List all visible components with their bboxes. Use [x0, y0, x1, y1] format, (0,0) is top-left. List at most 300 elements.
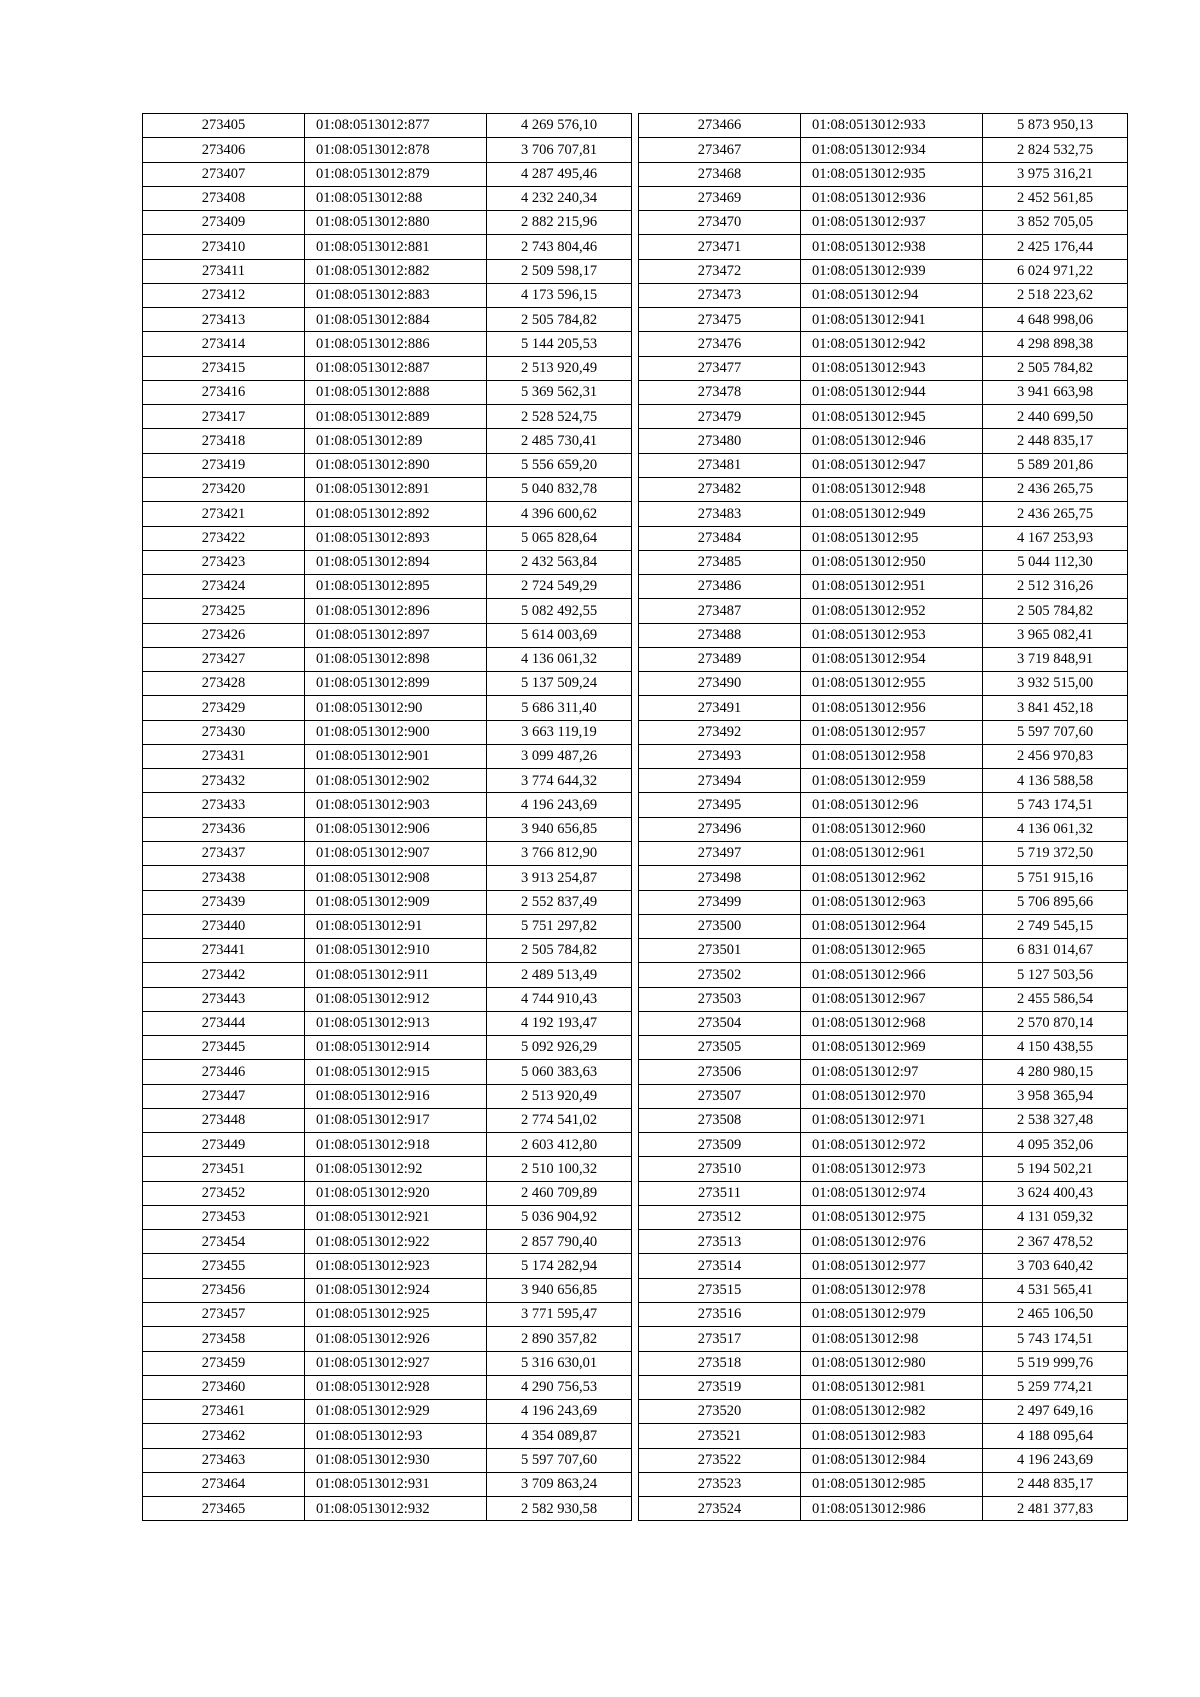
table-row	[143, 1497, 632, 1521]
cadastral-number-cell: 01:08:0513012:97	[801, 1060, 983, 1084]
table-row	[639, 186, 1128, 210]
cadastral-number-cell: 01:08:0513012:986	[801, 1497, 983, 1521]
table-row	[639, 866, 1128, 890]
value-cell: 5 589 201,86	[983, 453, 1128, 477]
row-number-cell: 273462	[143, 1424, 305, 1448]
value-cell: 4 196 243,69	[487, 1400, 632, 1424]
cadastral-number-cell: 01:08:0513012:946	[801, 429, 983, 453]
row-number-cell: 273512	[639, 1205, 801, 1229]
table-row	[639, 1205, 1128, 1229]
value-cell: 3 771 595,47	[487, 1303, 632, 1327]
row-number-cell: 273481	[639, 453, 801, 477]
table-row	[639, 308, 1128, 332]
cadastral-number-cell: 01:08:0513012:926	[305, 1327, 487, 1351]
cadastral-number-cell: 01:08:0513012:914	[305, 1036, 487, 1060]
value-cell: 2 489 513,49	[487, 963, 632, 987]
cadastral-number-cell: 01:08:0513012:944	[801, 380, 983, 404]
row-number-cell: 273510	[639, 1157, 801, 1181]
row-number-cell: 273436	[143, 817, 305, 841]
table-row	[143, 1303, 632, 1327]
row-number-cell: 273497	[639, 841, 801, 865]
row-number-cell: 273467	[639, 138, 801, 162]
cadastral-number-cell: 01:08:0513012:916	[305, 1084, 487, 1108]
value-cell: 2 510 100,32	[487, 1157, 632, 1181]
table-row	[143, 1472, 632, 1496]
cadastral-number-cell: 01:08:0513012:931	[305, 1472, 487, 1496]
value-cell: 3 774 644,32	[487, 769, 632, 793]
value-cell: 5 597 707,60	[983, 720, 1128, 744]
value-cell: 2 857 790,40	[487, 1230, 632, 1254]
cadastral-number-cell: 01:08:0513012:879	[305, 162, 487, 186]
cadastral-number-cell: 01:08:0513012:958	[801, 744, 983, 768]
value-cell: 3 663 119,19	[487, 720, 632, 744]
cadastral-number-cell: 01:08:0513012:889	[305, 405, 487, 429]
cadastral-number-cell: 01:08:0513012:881	[305, 235, 487, 259]
row-number-cell: 273463	[143, 1448, 305, 1472]
cadastral-number-cell: 01:08:0513012:90	[305, 696, 487, 720]
row-number-cell: 273490	[639, 672, 801, 696]
row-number-cell: 273432	[143, 769, 305, 793]
value-cell: 5 065 828,64	[487, 526, 632, 550]
value-cell: 3 932 515,00	[983, 672, 1128, 696]
value-cell: 2 824 532,75	[983, 138, 1128, 162]
row-number-cell: 273414	[143, 332, 305, 356]
value-cell: 2 890 357,82	[487, 1327, 632, 1351]
table-row	[639, 356, 1128, 380]
row-number-cell: 273496	[639, 817, 801, 841]
row-number-cell: 273425	[143, 599, 305, 623]
row-number-cell: 273457	[143, 1303, 305, 1327]
cadastral-number-cell: 01:08:0513012:974	[801, 1181, 983, 1205]
row-number-cell: 273515	[639, 1278, 801, 1302]
row-number-cell: 273442	[143, 963, 305, 987]
table-row	[639, 1424, 1128, 1448]
cadastral-number-cell: 01:08:0513012:891	[305, 477, 487, 501]
table-row	[639, 647, 1128, 671]
table-row	[143, 963, 632, 987]
row-number-cell: 273455	[143, 1254, 305, 1278]
table-row	[143, 1011, 632, 1035]
table-row	[639, 114, 1128, 138]
cadastral-number-cell: 01:08:0513012:981	[801, 1375, 983, 1399]
row-number-cell: 273443	[143, 987, 305, 1011]
value-cell: 2 538 327,48	[983, 1108, 1128, 1132]
value-cell: 5 060 383,63	[487, 1060, 632, 1084]
value-cell: 4 648 998,06	[983, 308, 1128, 332]
cadastral-number-cell: 01:08:0513012:908	[305, 866, 487, 890]
value-cell: 2 743 804,46	[487, 235, 632, 259]
row-number-cell: 273508	[639, 1108, 801, 1132]
cadastral-number-cell: 01:08:0513012:94	[801, 283, 983, 307]
table-row	[143, 987, 632, 1011]
table-row	[143, 793, 632, 817]
cadastral-number-cell: 01:08:0513012:935	[801, 162, 983, 186]
row-number-cell: 273421	[143, 502, 305, 526]
value-cell: 5 194 502,21	[983, 1157, 1128, 1181]
row-number-cell: 273448	[143, 1108, 305, 1132]
row-number-cell: 273484	[639, 526, 801, 550]
table-row	[143, 744, 632, 768]
row-number-cell: 273513	[639, 1230, 801, 1254]
row-number-cell: 273516	[639, 1303, 801, 1327]
cadastral-number-cell: 01:08:0513012:957	[801, 720, 983, 744]
row-number-cell: 273500	[639, 914, 801, 938]
value-cell: 2 528 524,75	[487, 405, 632, 429]
table-row	[143, 1327, 632, 1351]
row-number-cell: 273407	[143, 162, 305, 186]
value-cell: 3 766 812,90	[487, 841, 632, 865]
value-cell: 5 040 832,78	[487, 477, 632, 501]
row-number-cell: 273505	[639, 1036, 801, 1060]
value-cell: 2 455 586,54	[983, 987, 1128, 1011]
cadastral-number-cell: 01:08:0513012:947	[801, 453, 983, 477]
table-row	[143, 1181, 632, 1205]
cadastral-number-cell: 01:08:0513012:959	[801, 769, 983, 793]
cadastral-number-cell: 01:08:0513012:93	[305, 1424, 487, 1448]
cadastral-number-cell: 01:08:0513012:892	[305, 502, 487, 526]
table-row	[639, 744, 1128, 768]
row-number-cell: 273514	[639, 1254, 801, 1278]
table-row	[639, 963, 1128, 987]
value-cell: 5 174 282,94	[487, 1254, 632, 1278]
value-cell: 2 552 837,49	[487, 890, 632, 914]
value-cell: 4 290 756,53	[487, 1375, 632, 1399]
cadastral-number-cell: 01:08:0513012:969	[801, 1036, 983, 1060]
value-cell: 2 436 265,75	[983, 502, 1128, 526]
table-row	[639, 1157, 1128, 1181]
cadastral-number-cell: 01:08:0513012:976	[801, 1230, 983, 1254]
cadastral-number-cell: 01:08:0513012:939	[801, 259, 983, 283]
value-cell: 4 095 352,06	[983, 1133, 1128, 1157]
cadastral-number-cell: 01:08:0513012:972	[801, 1133, 983, 1157]
value-cell: 2 505 784,82	[983, 599, 1128, 623]
table-row	[639, 1060, 1128, 1084]
cadastral-number-cell: 01:08:0513012:900	[305, 720, 487, 744]
cadastral-number-cell: 01:08:0513012:942	[801, 332, 983, 356]
value-cell: 5 369 562,31	[487, 380, 632, 404]
cadastral-number-cell: 01:08:0513012:902	[305, 769, 487, 793]
cadastral-number-cell: 01:08:0513012:898	[305, 647, 487, 671]
cadastral-number-cell: 01:08:0513012:965	[801, 939, 983, 963]
table-row	[639, 1472, 1128, 1496]
row-number-cell: 273465	[143, 1497, 305, 1521]
value-cell: 5 873 950,13	[983, 114, 1128, 138]
table-row	[143, 1230, 632, 1254]
row-number-cell: 273406	[143, 138, 305, 162]
table-row	[639, 1108, 1128, 1132]
table-row	[639, 453, 1128, 477]
row-number-cell: 273427	[143, 647, 305, 671]
row-number-cell: 273472	[639, 259, 801, 283]
value-cell: 5 092 926,29	[487, 1036, 632, 1060]
table-row	[639, 1254, 1128, 1278]
value-cell: 6 024 971,22	[983, 259, 1128, 283]
cadastral-number-cell: 01:08:0513012:970	[801, 1084, 983, 1108]
table-row	[143, 1205, 632, 1229]
row-number-cell: 273440	[143, 914, 305, 938]
table-row	[143, 575, 632, 599]
table-row	[639, 259, 1128, 283]
value-cell: 4 196 243,69	[983, 1448, 1128, 1472]
row-number-cell: 273415	[143, 356, 305, 380]
table-row	[143, 623, 632, 647]
row-number-cell: 273438	[143, 866, 305, 890]
table-row	[143, 1400, 632, 1424]
row-number-cell: 273441	[143, 939, 305, 963]
value-cell: 2 513 920,49	[487, 356, 632, 380]
row-number-cell: 273417	[143, 405, 305, 429]
row-number-cell: 273506	[639, 1060, 801, 1084]
row-number-cell: 273519	[639, 1375, 801, 1399]
table-row	[639, 138, 1128, 162]
cadastral-number-cell: 01:08:0513012:952	[801, 599, 983, 623]
value-cell: 3 913 254,87	[487, 866, 632, 890]
value-cell: 5 743 174,51	[983, 1327, 1128, 1351]
row-number-cell: 273491	[639, 696, 801, 720]
left-table	[142, 113, 632, 1521]
row-number-cell: 273517	[639, 1327, 801, 1351]
value-cell: 4 150 438,55	[983, 1036, 1128, 1060]
cadastral-number-cell: 01:08:0513012:932	[305, 1497, 487, 1521]
table-row	[639, 550, 1128, 574]
table-row	[639, 211, 1128, 235]
table-row	[143, 453, 632, 477]
table-row	[143, 647, 632, 671]
value-cell: 4 131 059,32	[983, 1205, 1128, 1229]
row-number-cell: 273482	[639, 477, 801, 501]
value-cell: 3 975 316,21	[983, 162, 1128, 186]
cadastral-number-cell: 01:08:0513012:913	[305, 1011, 487, 1035]
value-cell: 2 452 561,85	[983, 186, 1128, 210]
value-cell: 4 354 089,87	[487, 1424, 632, 1448]
table-row	[143, 235, 632, 259]
value-cell: 5 751 297,82	[487, 914, 632, 938]
table-row	[143, 939, 632, 963]
table-row	[143, 477, 632, 501]
value-cell: 4 136 061,32	[487, 647, 632, 671]
value-cell: 2 485 730,41	[487, 429, 632, 453]
value-cell: 4 192 193,47	[487, 1011, 632, 1035]
table-row	[639, 599, 1128, 623]
row-number-cell: 273509	[639, 1133, 801, 1157]
value-cell: 5 743 174,51	[983, 793, 1128, 817]
cadastral-number-cell: 01:08:0513012:956	[801, 696, 983, 720]
table-row	[143, 1254, 632, 1278]
row-number-cell: 273468	[639, 162, 801, 186]
value-cell: 2 505 784,82	[983, 356, 1128, 380]
value-cell: 3 719 848,91	[983, 647, 1128, 671]
table-row	[143, 550, 632, 574]
value-cell: 5 519 999,76	[983, 1351, 1128, 1375]
value-cell: 3 099 487,26	[487, 744, 632, 768]
table-row	[143, 1108, 632, 1132]
row-number-cell: 273449	[143, 1133, 305, 1157]
cadastral-number-cell: 01:08:0513012:924	[305, 1278, 487, 1302]
cadastral-number-cell: 01:08:0513012:922	[305, 1230, 487, 1254]
value-cell: 4 188 095,64	[983, 1424, 1128, 1448]
cadastral-number-cell: 01:08:0513012:936	[801, 186, 983, 210]
value-cell: 2 882 215,96	[487, 211, 632, 235]
table-row	[639, 1400, 1128, 1424]
value-cell: 4 298 898,38	[983, 332, 1128, 356]
cadastral-number-cell: 01:08:0513012:895	[305, 575, 487, 599]
row-number-cell: 273520	[639, 1400, 801, 1424]
value-cell: 3 852 705,05	[983, 211, 1128, 235]
row-number-cell: 273433	[143, 793, 305, 817]
table-row	[143, 720, 632, 744]
value-cell: 5 614 003,69	[487, 623, 632, 647]
cadastral-number-cell: 01:08:0513012:979	[801, 1303, 983, 1327]
row-number-cell: 273454	[143, 1230, 305, 1254]
row-number-cell: 273495	[639, 793, 801, 817]
table-row	[639, 1036, 1128, 1060]
table-row	[639, 1448, 1128, 1472]
value-cell: 2 509 598,17	[487, 259, 632, 283]
cadastral-number-cell: 01:08:0513012:977	[801, 1254, 983, 1278]
row-number-cell: 273416	[143, 380, 305, 404]
cadastral-number-cell: 01:08:0513012:938	[801, 235, 983, 259]
table-row	[639, 1084, 1128, 1108]
row-number-cell: 273452	[143, 1181, 305, 1205]
row-number-cell: 273408	[143, 186, 305, 210]
cadastral-number-cell: 01:08:0513012:912	[305, 987, 487, 1011]
table-row	[639, 405, 1128, 429]
cadastral-number-cell: 01:08:0513012:95	[801, 526, 983, 550]
value-cell: 5 686 311,40	[487, 696, 632, 720]
table-row	[143, 259, 632, 283]
row-number-cell: 273453	[143, 1205, 305, 1229]
value-cell: 2 460 709,89	[487, 1181, 632, 1205]
cadastral-number-cell: 01:08:0513012:984	[801, 1448, 983, 1472]
cadastral-number-cell: 01:08:0513012:888	[305, 380, 487, 404]
value-cell: 5 751 915,16	[983, 866, 1128, 890]
value-cell: 3 940 656,85	[487, 1278, 632, 1302]
table-row	[639, 477, 1128, 501]
row-number-cell: 273447	[143, 1084, 305, 1108]
row-number-cell: 273499	[639, 890, 801, 914]
cadastral-number-cell: 01:08:0513012:878	[305, 138, 487, 162]
value-cell: 3 703 640,42	[983, 1254, 1128, 1278]
table-row	[143, 1351, 632, 1375]
table-row	[639, 1351, 1128, 1375]
value-cell: 2 512 316,26	[983, 575, 1128, 599]
table-row	[639, 332, 1128, 356]
cadastral-number-cell: 01:08:0513012:953	[801, 623, 983, 647]
row-number-cell: 273458	[143, 1327, 305, 1351]
row-number-cell: 273475	[639, 308, 801, 332]
row-number-cell: 273476	[639, 332, 801, 356]
row-number-cell: 273418	[143, 429, 305, 453]
table-row	[143, 162, 632, 186]
cadastral-number-cell: 01:08:0513012:909	[305, 890, 487, 914]
cadastral-number-cell: 01:08:0513012:890	[305, 453, 487, 477]
value-cell: 3 624 400,43	[983, 1181, 1128, 1205]
row-number-cell: 273431	[143, 744, 305, 768]
cadastral-number-cell: 01:08:0513012:966	[801, 963, 983, 987]
row-number-cell: 273502	[639, 963, 801, 987]
table-row	[143, 1424, 632, 1448]
cadastral-number-cell: 01:08:0513012:883	[305, 283, 487, 307]
table-row	[639, 841, 1128, 865]
table-row	[143, 890, 632, 914]
table-row	[143, 1084, 632, 1108]
value-cell: 3 940 656,85	[487, 817, 632, 841]
value-cell: 5 259 774,21	[983, 1375, 1128, 1399]
table-row	[639, 939, 1128, 963]
cadastral-number-cell: 01:08:0513012:955	[801, 672, 983, 696]
row-number-cell: 273420	[143, 477, 305, 501]
value-cell: 3 958 365,94	[983, 1084, 1128, 1108]
row-number-cell: 273523	[639, 1472, 801, 1496]
value-cell: 6 831 014,67	[983, 939, 1128, 963]
row-number-cell: 273461	[143, 1400, 305, 1424]
table-row	[143, 356, 632, 380]
cadastral-number-cell: 01:08:0513012:978	[801, 1278, 983, 1302]
row-number-cell: 273479	[639, 405, 801, 429]
value-cell: 5 044 112,30	[983, 550, 1128, 574]
value-cell: 4 136 588,58	[983, 769, 1128, 793]
row-number-cell: 273478	[639, 380, 801, 404]
cadastral-number-cell: 01:08:0513012:88	[305, 186, 487, 210]
cadastral-number-cell: 01:08:0513012:896	[305, 599, 487, 623]
row-number-cell: 273405	[143, 114, 305, 138]
cadastral-number-cell: 01:08:0513012:903	[305, 793, 487, 817]
value-cell: 4 396 600,62	[487, 502, 632, 526]
table-row	[639, 720, 1128, 744]
cadastral-number-cell: 01:08:0513012:961	[801, 841, 983, 865]
value-cell: 5 556 659,20	[487, 453, 632, 477]
value-cell: 4 269 576,10	[487, 114, 632, 138]
row-number-cell: 273439	[143, 890, 305, 914]
table-row	[143, 1036, 632, 1060]
cadastral-number-cell: 01:08:0513012:968	[801, 1011, 983, 1035]
row-number-cell: 273466	[639, 114, 801, 138]
table-row	[639, 380, 1128, 404]
table-row	[639, 793, 1128, 817]
cadastral-number-cell: 01:08:0513012:945	[801, 405, 983, 429]
row-number-cell: 273469	[639, 186, 801, 210]
table-row	[143, 841, 632, 865]
value-cell: 4 196 243,69	[487, 793, 632, 817]
value-cell: 2 456 970,83	[983, 744, 1128, 768]
cadastral-number-cell: 01:08:0513012:96	[801, 793, 983, 817]
value-cell: 3 965 082,41	[983, 623, 1128, 647]
cadastral-number-cell: 01:08:0513012:882	[305, 259, 487, 283]
cadastral-number-cell: 01:08:0513012:975	[801, 1205, 983, 1229]
row-number-cell: 273419	[143, 453, 305, 477]
cadastral-number-cell: 01:08:0513012:929	[305, 1400, 487, 1424]
cadastral-number-cell: 01:08:0513012:886	[305, 332, 487, 356]
cadastral-number-cell: 01:08:0513012:923	[305, 1254, 487, 1278]
value-cell: 2 481 377,83	[983, 1497, 1128, 1521]
value-cell: 2 603 412,80	[487, 1133, 632, 1157]
table-row	[143, 308, 632, 332]
cadastral-number-cell: 01:08:0513012:906	[305, 817, 487, 841]
value-cell: 2 367 478,52	[983, 1230, 1128, 1254]
cadastral-number-cell: 01:08:0513012:980	[801, 1351, 983, 1375]
table-row	[639, 1011, 1128, 1035]
value-cell: 5 127 503,56	[983, 963, 1128, 987]
row-number-cell: 273430	[143, 720, 305, 744]
cadastral-number-cell: 01:08:0513012:907	[305, 841, 487, 865]
cadastral-number-cell: 01:08:0513012:982	[801, 1400, 983, 1424]
table-row	[143, 526, 632, 550]
table-row	[143, 1278, 632, 1302]
cadastral-number-cell: 01:08:0513012:901	[305, 744, 487, 768]
value-cell: 5 137 509,24	[487, 672, 632, 696]
table-row	[639, 502, 1128, 526]
table-row	[143, 866, 632, 890]
